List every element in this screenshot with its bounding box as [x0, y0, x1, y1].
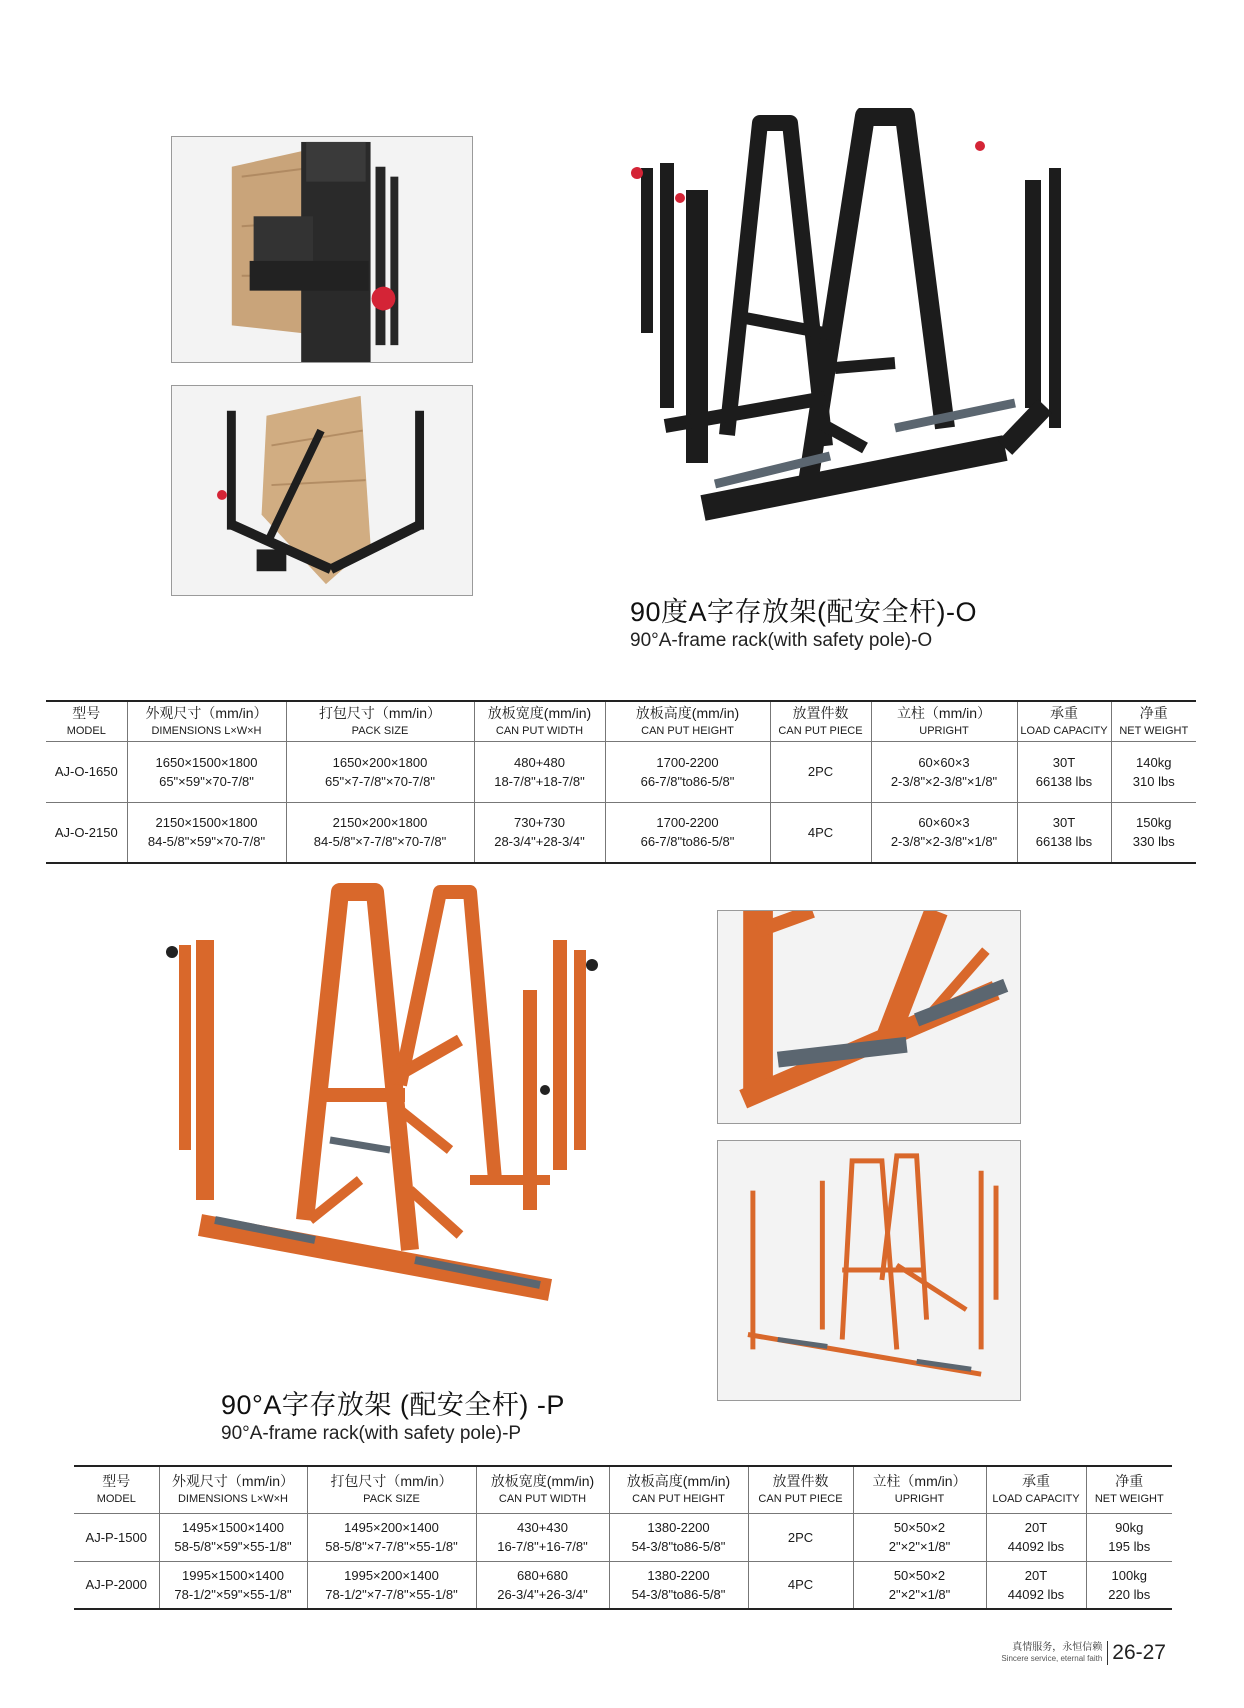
rack-o-loaded-illustration	[172, 386, 472, 595]
cell-height: 1380-2200 54-3/8"to86-5/8"	[609, 1561, 748, 1609]
cell-weight: 140kg 310 lbs	[1111, 741, 1196, 802]
cell-piece: 2PC	[770, 741, 871, 802]
cell-width: 680+680 26-3/4"+26-3/4"	[476, 1561, 609, 1609]
cell-pack-size: 1650×200×1800 65"×7-7/8"×70-7/8"	[286, 741, 474, 802]
table-row	[74, 1513, 1172, 1561]
header-dimensions: 外观尺寸（mm/in） DIMENSIONS L×W×H	[127, 701, 286, 741]
cell-upright: 50×50×2 2"×2"×1/8"	[853, 1561, 986, 1609]
footer-tagline-cn: 真情服务，永恒信赖	[1012, 1642, 1103, 1653]
cell-width: 730+730 28-3/4"+28-3/4"	[474, 802, 605, 863]
header-pack-size: 打包尺寸（mm/in） PACK SIZE	[307, 1466, 476, 1513]
header-dimensions: 外观尺寸（mm/in） DIMENSIONS L×W×H	[159, 1466, 307, 1513]
header-model: 型号 MODEL	[46, 701, 127, 741]
cell-dimensions: 2150×1500×1800 84-5/8"×59"×70-7/8"	[127, 802, 286, 863]
cell-model: AJ-O-2150	[46, 802, 127, 863]
cell-weight: 100kg 220 lbs	[1086, 1561, 1172, 1609]
rack-o-closeup-illustration	[172, 137, 472, 362]
header-upright: 立柱（mm/in） UPRIGHT	[853, 1466, 986, 1513]
header-model: 型号 MODEL	[74, 1466, 159, 1513]
cell-dimensions: 1650×1500×1800 65"×59"×70-7/8"	[127, 741, 286, 802]
cell-model: AJ-P-2000	[74, 1561, 159, 1609]
cell-piece: 4PC	[770, 802, 871, 863]
cell-height: 1380-2200 54-3/8"to86-5/8"	[609, 1513, 748, 1561]
cell-pack-size: 2150×200×1800 84-5/8"×7-7/8"×70-7/8"	[286, 802, 474, 863]
header-pack-size: 打包尺寸（mm/in） PACK SIZE	[286, 701, 474, 741]
header-load-capacity: 承重 LOAD CAPACITY	[986, 1466, 1086, 1513]
page-numbers: 26-27	[1112, 1641, 1166, 1664]
rack-o-title-en: 90°A-frame rack(with safety pole)-O	[630, 630, 933, 651]
footer-tagline	[1001, 1642, 1107, 1664]
cell-width: 480+480 18-7/8"+18-7/8"	[474, 741, 605, 802]
cell-upright: 60×60×3 2-3/8"×2-3/8"×1/8"	[871, 802, 1017, 863]
cell-dimensions: 1495×1500×1400 58-5/8"×59"×55-1/8"	[159, 1513, 307, 1561]
cell-height: 1700-2200 66-7/8"to86-5/8"	[605, 802, 770, 863]
orange-a-frame-rack-illustration	[160, 880, 630, 1320]
table-row	[46, 802, 1196, 863]
header-can-put-height: 放板高度(mm/in) CAN PUT HEIGHT	[609, 1466, 748, 1513]
rack-o-title-cn: 90度A字存放架(配安全杆)-O	[630, 597, 978, 627]
cell-load: 30T 66138 lbs	[1017, 802, 1111, 863]
cell-height: 1700-2200 66-7/8"to86-5/8"	[605, 741, 770, 802]
footer-tagline-en: Sincere service, eternal faith	[1001, 1654, 1103, 1663]
header-can-put-width: 放板宽度(mm/in) CAN PUT WIDTH	[474, 701, 605, 741]
table-row	[74, 1561, 1172, 1609]
header-net-weight: 净重 NET WEIGHT	[1086, 1466, 1172, 1513]
cell-piece: 2PC	[748, 1513, 853, 1561]
rack-p-detail-photo-top	[717, 910, 1021, 1124]
cell-upright: 60×60×3 2-3/8"×2-3/8"×1/8"	[871, 741, 1017, 802]
rack-p-title-en: 90°A-frame rack(with safety pole)-P	[221, 1423, 522, 1444]
rack-p-title-cn: 90°A字存放架 (配安全杆) -P	[221, 1390, 565, 1420]
rack-o-detail-photo-bottom	[171, 385, 473, 596]
header-load-capacity: 承重 LOAD CAPACITY	[1017, 701, 1111, 741]
rack-p-overview-illustration	[718, 1141, 1020, 1400]
cell-pack-size: 1495×200×1400 58-5/8"×7-7/8"×55-1/8"	[307, 1513, 476, 1561]
rack-p-main-photo	[160, 880, 630, 1320]
page-footer	[1001, 1641, 1166, 1665]
cell-load: 20T 44092 lbs	[986, 1561, 1086, 1609]
cell-load: 20T 44092 lbs	[986, 1513, 1086, 1561]
header-net-weight: 净重 NET WEIGHT	[1111, 701, 1196, 741]
rack-o-detail-photo-top	[171, 136, 473, 363]
header-can-put-height: 放板高度(mm/in) CAN PUT HEIGHT	[605, 701, 770, 741]
cell-model: AJ-P-1500	[74, 1513, 159, 1561]
cell-upright: 50×50×2 2"×2"×1/8"	[853, 1513, 986, 1561]
cell-pack-size: 1995×200×1400 78-1/2"×7-7/8"×55-1/8"	[307, 1561, 476, 1609]
table-row	[46, 741, 1196, 802]
header-can-put-piece: 放置件数 CAN PUT PIECE	[770, 701, 871, 741]
header-upright: 立柱（mm/in） UPRIGHT	[871, 701, 1017, 741]
rack-o-spec-table	[46, 700, 1196, 864]
header-can-put-width: 放板宽度(mm/in) CAN PUT WIDTH	[476, 1466, 609, 1513]
cell-width: 430+430 16-7/8"+16-7/8"	[476, 1513, 609, 1561]
cell-load: 30T 66138 lbs	[1017, 741, 1111, 802]
rack-p-closeup-illustration	[718, 911, 1020, 1123]
black-a-frame-rack-illustration	[625, 108, 1095, 568]
rack-o-main-photo	[625, 108, 1095, 568]
header-can-put-piece: 放置件数 CAN PUT PIECE	[748, 1466, 853, 1513]
cell-weight: 90kg 195 lbs	[1086, 1513, 1172, 1561]
rack-p-detail-photo-bottom	[717, 1140, 1021, 1401]
cell-piece: 4PC	[748, 1561, 853, 1609]
cell-weight: 150kg 330 lbs	[1111, 802, 1196, 863]
cell-model: AJ-O-1650	[46, 741, 127, 802]
cell-dimensions: 1995×1500×1400 78-1/2"×59"×55-1/8"	[159, 1561, 307, 1609]
rack-p-spec-table	[74, 1465, 1172, 1610]
